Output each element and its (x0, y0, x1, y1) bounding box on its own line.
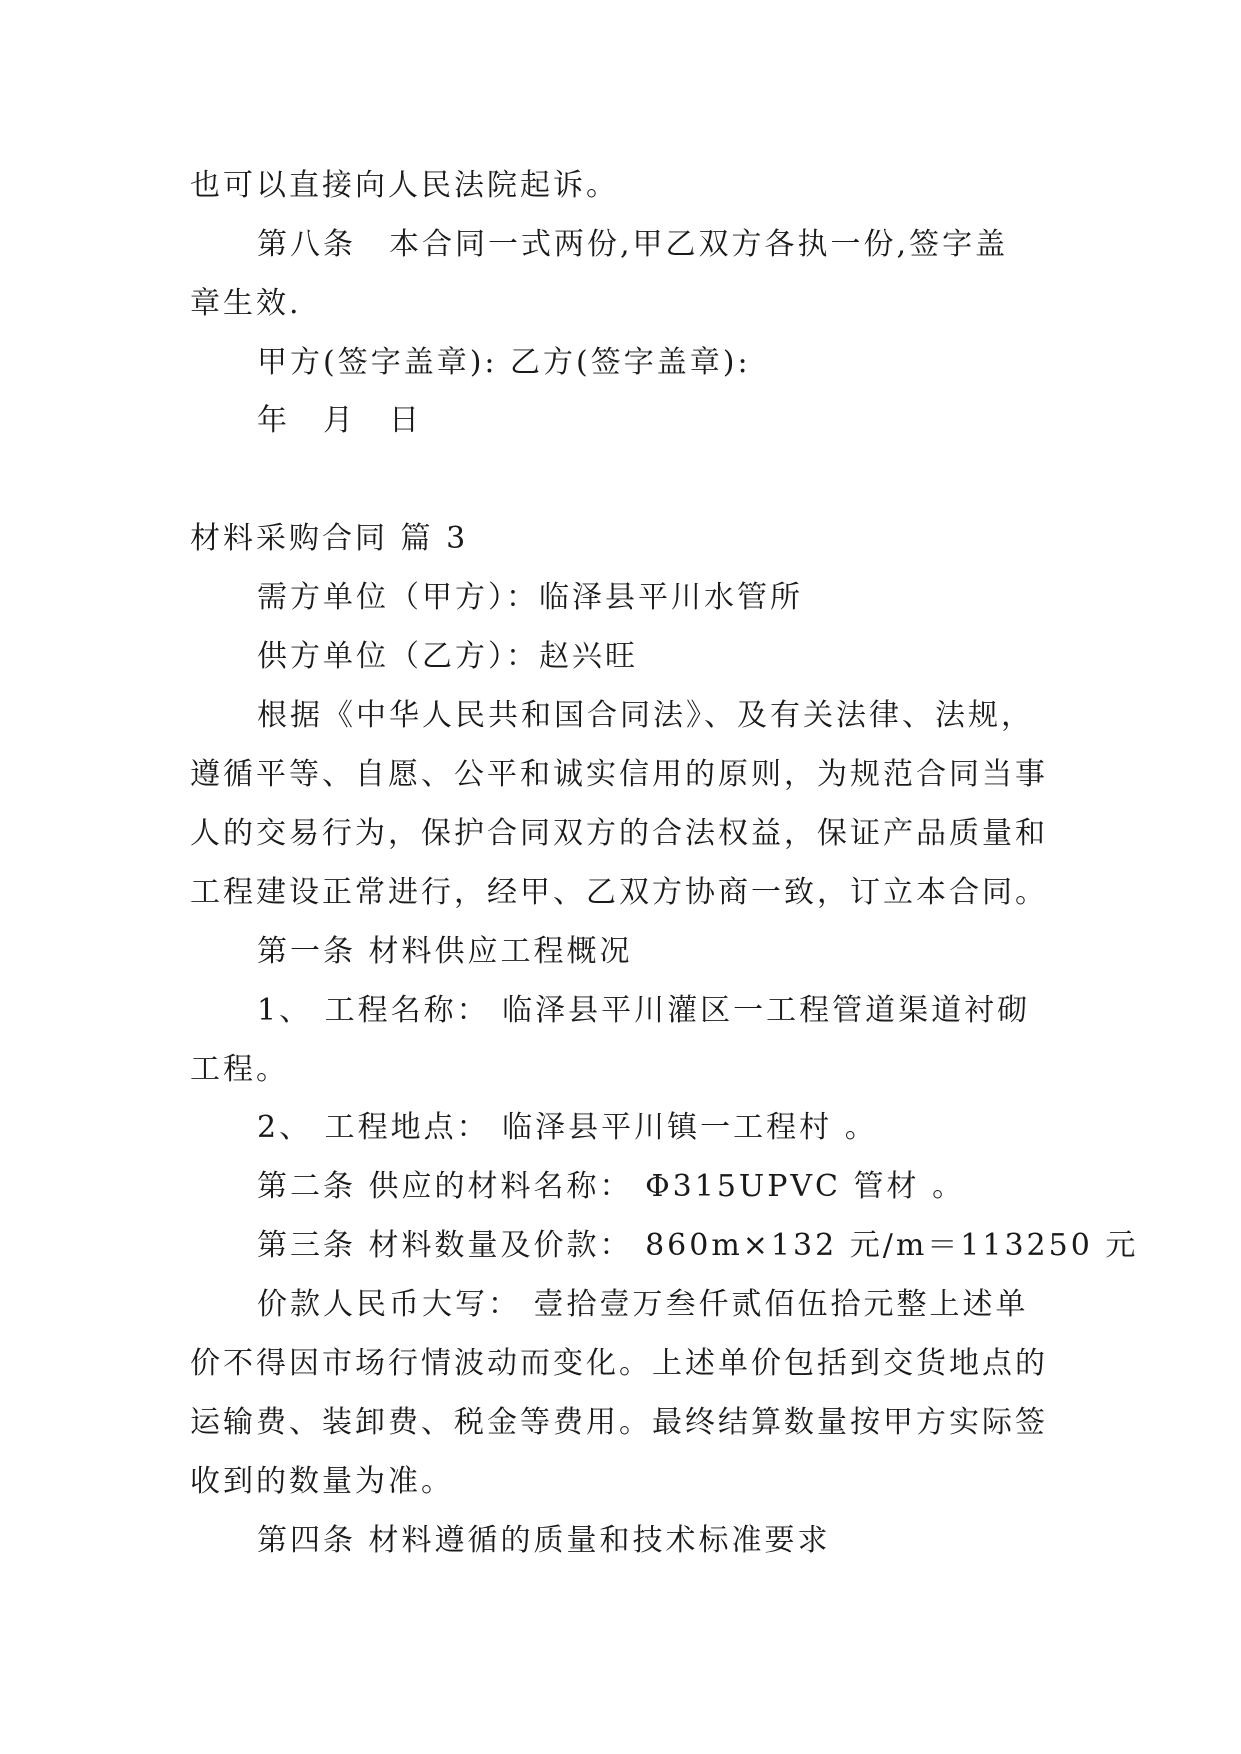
signature-line: 甲方(签字盖章): 乙方(签字盖章): (257, 345, 751, 380)
text-line: 运输费、装卸费、税金等费用。最终结算数量按甲方实际签 (190, 1405, 1048, 1440)
project-name-line: 1、 工程名称： 临泽县平川灌区一工程管道渠道衬砌 (257, 993, 1031, 1028)
text-line: 工程。 (190, 1052, 289, 1087)
article-8-line: 第八条 本合同一式两份,甲乙双方各执一份,签字盖 (257, 227, 1009, 262)
article-1-heading: 第一条 材料供应工程概况 (257, 934, 633, 969)
text-line: 章生效. (190, 286, 302, 321)
project-location-line: 2、 工程地点： 临泽县平川镇一工程村 。 (257, 1110, 878, 1145)
text-line: 根据《中华人民共和国合同法》、及有关法律、法规， (257, 698, 1034, 733)
text-line: 人的交易行为，保护合同双方的合法权益，保证产品质量和 (190, 816, 1048, 851)
text-line: 收到的数量为准。 (190, 1464, 454, 1499)
article-2-line: 第二条 供应的材料名称： Φ315UPVC 管材 。 (257, 1169, 966, 1204)
party-a-line: 需方单位（甲方）：临泽县平川水管所 (257, 580, 803, 615)
article-3-line: 第三条 材料数量及价款： 860m×132 元/m＝113250 元 (257, 1228, 1139, 1263)
date-line: 年 月 日 (257, 403, 422, 438)
article-4-heading: 第四条 材料遵循的质量和技术标准要求 (257, 1523, 831, 1558)
text-line: 遵循平等、自愿、公平和诚实信用的原则，为规范合同当事 (190, 757, 1048, 792)
text-line: 价不得因市场行情波动而变化。上述单价包括到交货地点的 (190, 1346, 1048, 1381)
price-words-line: 价款人民币大写： 壹拾壹万叁仟贰佰伍拾元整上述单 (257, 1287, 1029, 1322)
party-b-line: 供方单位（乙方）：赵兴旺 (257, 639, 638, 674)
text-line: 也可以直接向人民法院起诉。 (190, 168, 619, 203)
section-title: 材料采购合同 篇 3 (190, 521, 469, 556)
text-line: 工程建设正常进行，经甲、乙双方协商一致，订立本合同。 (190, 875, 1048, 910)
